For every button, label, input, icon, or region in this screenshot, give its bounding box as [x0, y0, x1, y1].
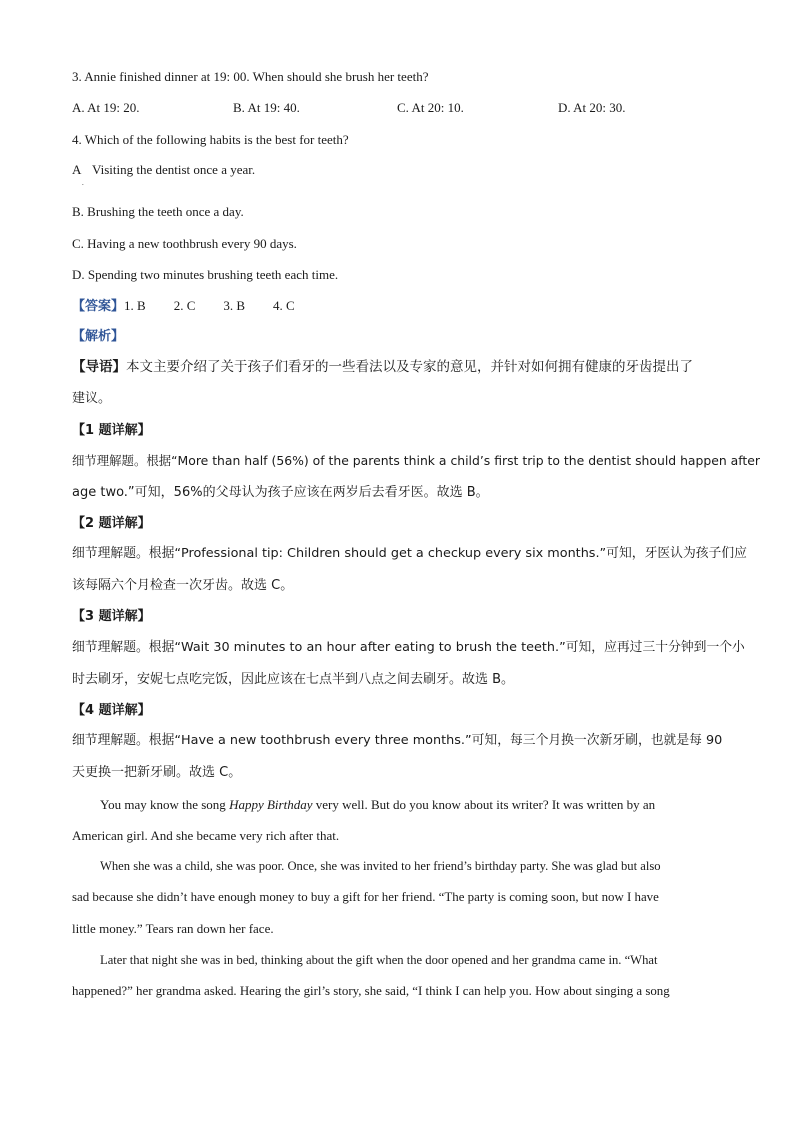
q3-option-a: A. At 19: 20. [72, 100, 140, 115]
detail-1-line-1: 细节理解题。根据“More than half (56%) of the parents think a child’s first trip to the dentist should happen after [72, 453, 760, 468]
passage-p3-line-2: happened?” her grandma asked. Hearing the girl’s story, she said, “I think I can help you. How about singing a song [72, 984, 670, 998]
detail-2-line-1: 细节理解题。根据“Professional tip: Children should get a checkup every six months.”可知，牙医认为孩子们应 [72, 546, 747, 561]
passage-p2-line-2: sad because she didn’t have enough money to buy a gift for her friend. “The party is coming soon, but now I have [72, 890, 659, 904]
q4-option-a: Visiting the dentist once a year. [92, 162, 256, 177]
analysis-label: 【解析】 [72, 329, 125, 344]
detail-3-line-1: 细节理解题。根据“Wait 30 minutes to an hour after eating to brush the teeth.”可知，应再过三十分钟到一个小 [72, 640, 745, 655]
q3-option-c: C. At 20: 10. [397, 100, 464, 115]
passage-p3-line-1: Later that night she was in bed, thinking about the gift when the door opened and her grandma came in. “What [100, 953, 658, 967]
answer-item: 3. B [223, 298, 246, 313]
answer-item: 2. C [173, 298, 196, 313]
guide-line-2: 建议。 [72, 391, 112, 406]
detail-3-label: 【3 题详解】 [72, 609, 151, 624]
answer-item: 1. B [124, 298, 146, 313]
q4-option-c: C. Having a new toothbrush every 90 days. [72, 236, 297, 251]
guide-label: 【导语】 [72, 359, 126, 375]
question-3: 3. Annie finished dinner at 19: 00. When should she brush her teeth? [72, 69, 429, 84]
passage-p1-line-1 [100, 798, 655, 811]
q4-option-a-dot: . [82, 179, 84, 187]
detail-1-line-2: age two.”可知，56%的父母认为孩子应该在两岁后去看牙医。故选 B。 [72, 485, 489, 500]
detail-4-line-2: 天更换一把新牙刷。故选 C。 [72, 765, 242, 780]
passage-text: You may know the song [100, 797, 230, 812]
q3-option-b: B. At 19: 40. [233, 100, 300, 115]
answer-item: 4. C [273, 298, 295, 313]
answer-line [72, 299, 295, 313]
detail-2-label: 【2 题详解】 [72, 516, 151, 531]
song-title: Happy Birthday [229, 797, 313, 812]
passage-p1-line-2: American girl. And she became very rich after that. [72, 828, 340, 843]
q4-option-b: B. Brushing the teeth once a day. [72, 204, 244, 219]
question-4: 4. Which of the following habits is the best for teeth? [72, 132, 349, 147]
detail-3-line-2: 时去刷牙，安妮七点吃完饭，因此应该在七点半到八点之间去刷牙。故选 B。 [72, 672, 515, 687]
passage-text: very well. But do you know about its writer? It was written by an [312, 797, 656, 812]
guide-line-1 [72, 361, 693, 375]
passage-p2-line-1: When she was a child, she was poor. Once, she was invited to her friend’s birthday party. She was glad but also [100, 859, 661, 873]
q4-option-d: D. Spending two minutes brushing teeth each time. [72, 267, 339, 282]
answer-label: 【答案】 [72, 299, 125, 314]
detail-1-label: 【1 题详解】 [72, 423, 151, 438]
passage-p2-line-3: little money.” Tears ran down her face. [72, 921, 274, 936]
detail-4-line-1: 细节理解题。根据“Have a new toothbrush every three months.”可知，每三个月换一次新牙刷，也就是每 90 [72, 733, 723, 748]
q4-option-a-letter: A [72, 162, 82, 177]
q3-option-d: D. At 20: 30. [558, 100, 626, 115]
detail-2-line-2: 该每隔六个月检查一次牙齿。故选 C。 [72, 578, 294, 593]
detail-4-label: 【4 题详解】 [72, 703, 151, 718]
guide-text-1: 本文主要介绍了关于孩子们看牙的一些看法以及专家的意见，并针对如何拥有健康的牙齿提出了 [126, 359, 693, 375]
